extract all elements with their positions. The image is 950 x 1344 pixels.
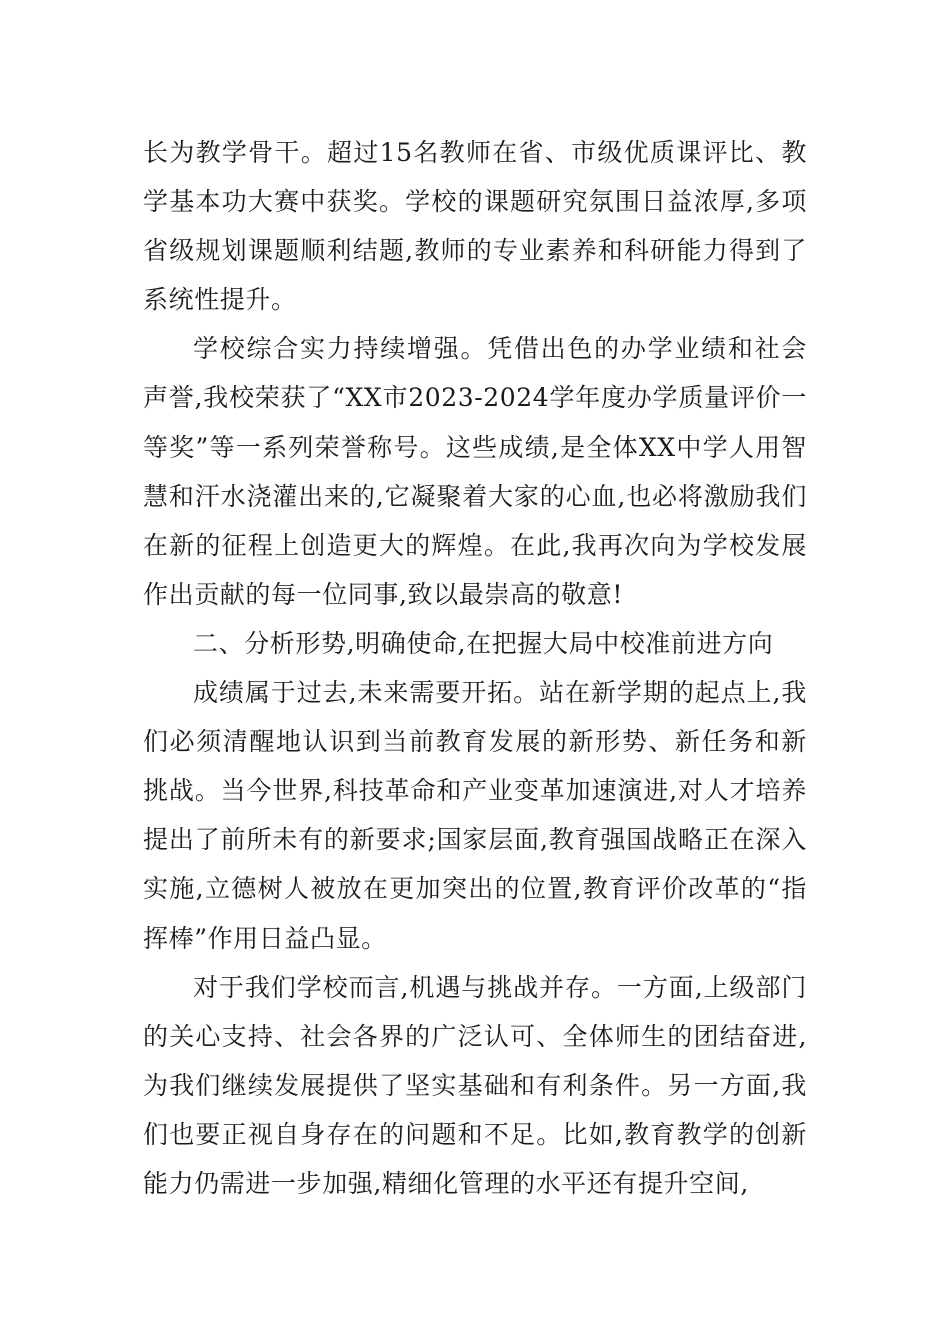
section-heading: 二、分析形势,明确使命,在把握大局中校准前进方向 bbox=[193, 628, 774, 658]
paragraph-situation: 成绩属于过去,未来需要开拓。站在新学期的起点上,我们必须清醒地认识到当前教育发展的新形势、新任务和新挑战。当今世界,科技革命和产业变革加速演进,对人才培养提出了前所未有的新要求;国家层面,教育强国战略正在深入实施,立德树人被放在更加突出的位置,教育评价改革的“指挥棒”作用日益凸显。 bbox=[143, 678, 807, 953]
document-body bbox=[143, 128, 807, 1208]
paragraph-school-strength: 学校综合实力持续增强。凭借出色的办学业绩和社会声誉,我校荣获了“XX市2023-2024学年度办学质量评价一等奖”等一系列荣誉称号。这些成绩,是全体XX中学人用智慧和汗水浇灌出来的,它凝聚着大家的心血,也必将激励我们在新的征程上创造更大的辉煌。在此,我再次向为学校发展作出贡献的每一位同事,致以最崇高的敬意! bbox=[143, 334, 807, 609]
paragraph-opportunities: 对于我们学校而言,机遇与挑战并存。一方面,上级部门的关心支持、社会各界的广泛认可、全体师生的团结奋进,为我们继续发展提供了坚实基础和有利条件。另一方面,我们也要正视自身存在的问题和不足。比如,教育教学的创新能力仍需进一步加强,精细化管理的水平还有提升空间, bbox=[143, 972, 807, 1198]
paragraph-continued: 长为教学骨干。超过15名教师在省、市级优质课评比、教学基本功大赛中获奖。学校的课题研究氛围日益浓厚,多项省级规划课题顺利结题,教师的专业素养和科研能力得到了系统性提升。 bbox=[143, 138, 807, 315]
